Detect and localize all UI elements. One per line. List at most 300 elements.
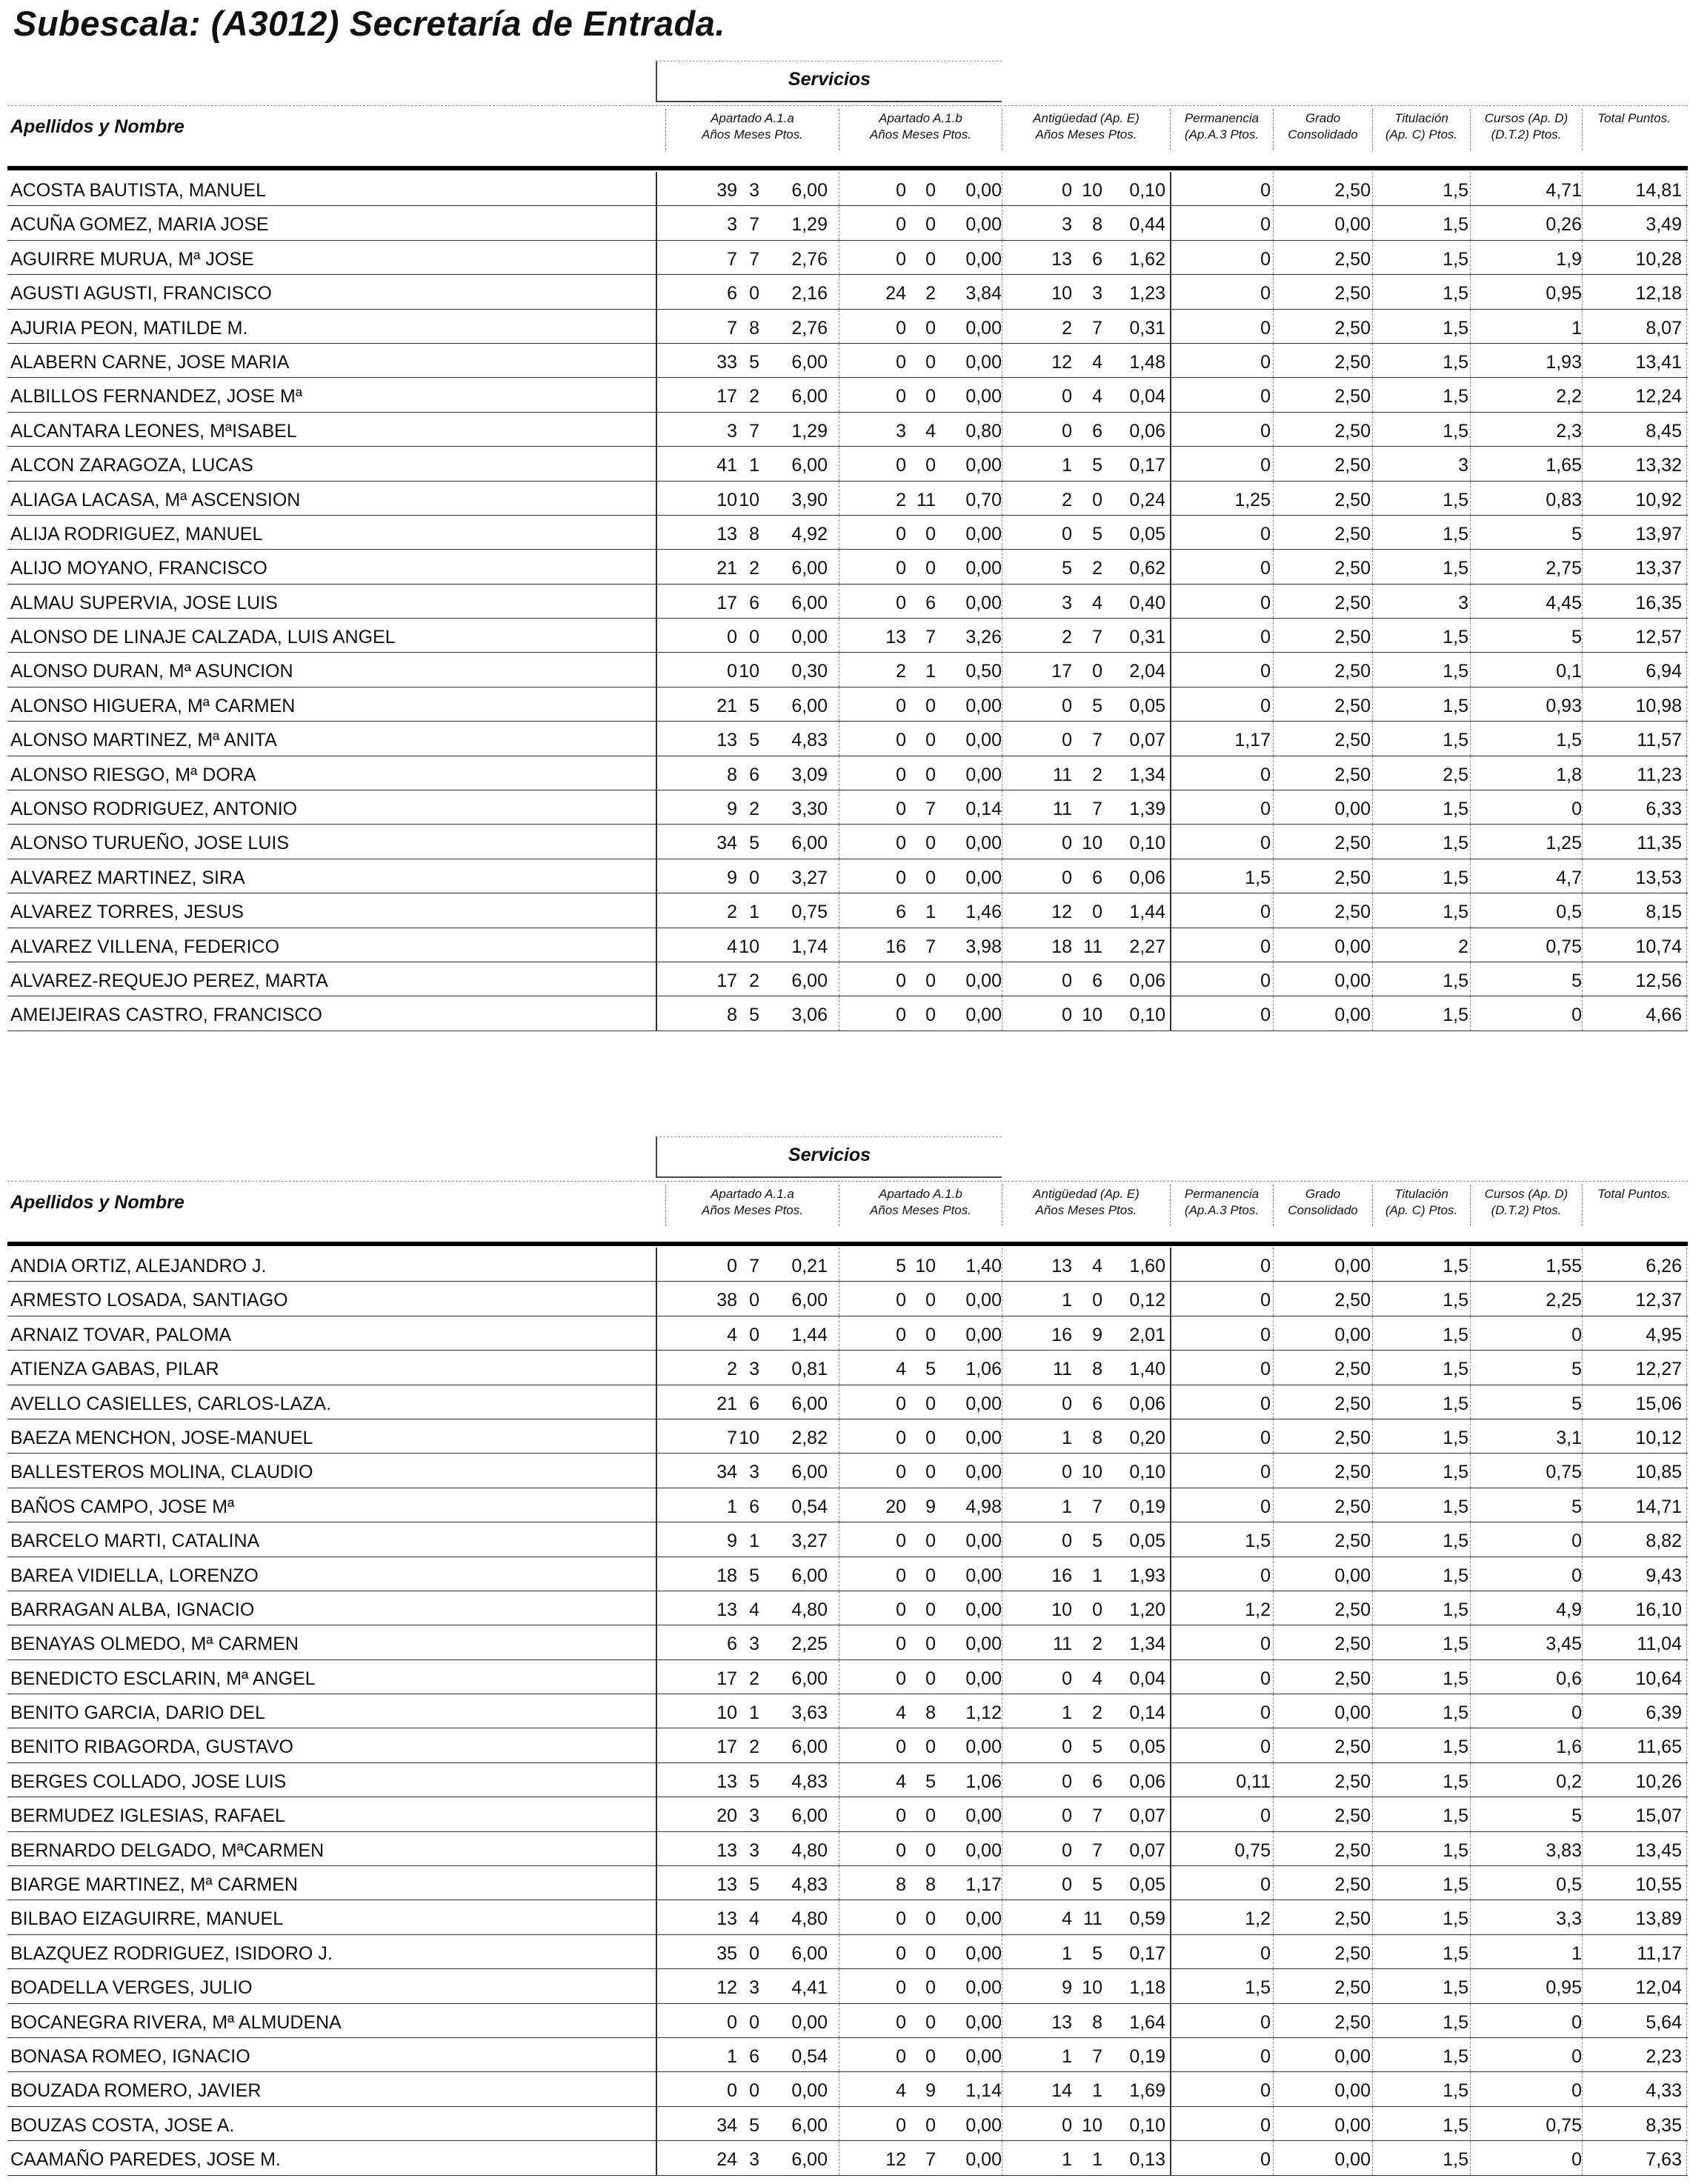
column-divider bbox=[656, 893, 657, 927]
cell-value: 9 bbox=[1062, 1977, 1072, 1999]
cell-value: 6 bbox=[727, 283, 737, 304]
column-divider bbox=[1170, 172, 1171, 205]
cell-value: 0,95 bbox=[1546, 283, 1582, 304]
cell-value: 0,06 bbox=[1129, 420, 1165, 442]
cell-value: 1,5 bbox=[1443, 489, 1468, 510]
cell-value: 4 bbox=[1092, 386, 1102, 407]
column-divider bbox=[1582, 1316, 1583, 1350]
cell-value: 0,31 bbox=[1129, 317, 1165, 339]
cell-value: 0,24 bbox=[1129, 489, 1165, 510]
column-divider bbox=[1273, 1591, 1274, 1625]
cell-value: 0 bbox=[925, 867, 936, 888]
cell-value: 10 bbox=[1082, 2114, 1102, 2136]
cell-value: 5 bbox=[749, 1565, 759, 1586]
cell-value: 1,5 bbox=[1443, 2011, 1468, 2033]
column-divider bbox=[1372, 1316, 1373, 1350]
cell-value: 2,50 bbox=[1334, 1668, 1371, 1689]
cell-value: 4,95 bbox=[1646, 1324, 1682, 1345]
cell-value: 5 bbox=[1092, 695, 1102, 716]
cell-value: 0 bbox=[896, 523, 906, 545]
column-divider bbox=[1686, 1728, 1687, 1762]
cell-value: 7 bbox=[1092, 627, 1102, 648]
column-header-line1: Apartado A.1.b bbox=[879, 111, 962, 125]
cell-value: 2,50 bbox=[1334, 592, 1371, 613]
person-name: AJURIA PEON, MATILDE M. bbox=[10, 317, 248, 339]
cell-value: 3 bbox=[896, 420, 906, 442]
column-divider bbox=[1170, 756, 1171, 790]
column-header-line2: (Ap. C) Ptos. bbox=[1385, 127, 1458, 142]
cell-value: 2,50 bbox=[1334, 1462, 1371, 1483]
cell-value: 0 bbox=[925, 1462, 936, 1483]
cell-value: 11,35 bbox=[1637, 833, 1682, 854]
cell-value: 1,25 bbox=[1546, 833, 1582, 854]
cell-value: 1,5 bbox=[1443, 283, 1468, 304]
column-divider bbox=[1686, 619, 1687, 652]
column-divider bbox=[1686, 1763, 1687, 1797]
column-divider bbox=[656, 928, 657, 962]
person-name: BENAYAS OLMEDO, Mª CARMEN bbox=[10, 1634, 299, 1655]
cell-value: 2 bbox=[749, 386, 759, 407]
column-divider bbox=[1582, 1557, 1583, 1591]
column-divider bbox=[1273, 2072, 1274, 2105]
column-divider bbox=[1686, 893, 1687, 927]
column-header-line2: Consolidado bbox=[1288, 1203, 1358, 1217]
cell-value: 0,00 bbox=[965, 2045, 1002, 2067]
cell-value: 1 bbox=[749, 902, 759, 923]
cell-value: 13,45 bbox=[1635, 1840, 1682, 1861]
column-divider bbox=[1470, 2141, 1471, 2174]
cell-value: 7 bbox=[727, 248, 737, 270]
cell-value: 10 bbox=[716, 489, 737, 510]
table-row bbox=[7, 688, 1688, 722]
person-name: CAAMAÑO PAREDES, JOSE M. bbox=[10, 2149, 281, 2171]
cell-value: 4,83 bbox=[791, 1771, 828, 1792]
cell-value: 4 bbox=[925, 420, 936, 442]
cell-value: 4,80 bbox=[791, 1908, 828, 1930]
cell-value: 0 bbox=[727, 661, 737, 682]
cell-value: 0 bbox=[925, 1005, 936, 1026]
cell-value: 13 bbox=[716, 523, 737, 545]
cell-value: 0,00 bbox=[965, 214, 1002, 236]
cell-value: 0 bbox=[896, 1805, 906, 1827]
column-divider bbox=[1273, 688, 1274, 721]
cell-value: 5 bbox=[1092, 523, 1102, 545]
cell-value: 5 bbox=[1092, 455, 1102, 476]
cell-value: 0 bbox=[896, 1005, 906, 1026]
column-divider bbox=[1686, 2038, 1687, 2071]
cell-value: 0,00 bbox=[1334, 2080, 1371, 2102]
cell-value: 10,26 bbox=[1635, 1771, 1682, 1792]
person-name: BERGES COLLADO, JOSE LUIS bbox=[10, 1771, 287, 1792]
cell-value: 0 bbox=[925, 1840, 936, 1861]
column-divider bbox=[1470, 2004, 1471, 2037]
column-divider bbox=[1372, 1660, 1373, 1694]
column-divider bbox=[1170, 1522, 1171, 1556]
column-divider bbox=[1273, 1385, 1274, 1419]
column-divider bbox=[656, 1316, 657, 1350]
column-divider bbox=[1582, 653, 1583, 686]
cell-value: 1,17 bbox=[1234, 730, 1271, 751]
column-divider bbox=[1470, 2038, 1471, 2071]
column-divider bbox=[656, 790, 657, 824]
cell-value: 0 bbox=[727, 1256, 737, 1276]
cell-value: 0 bbox=[1571, 2011, 1582, 2033]
column-divider bbox=[1170, 413, 1171, 446]
cell-value: 0 bbox=[925, 1599, 936, 1620]
cell-value: 5 bbox=[1571, 627, 1582, 648]
cell-value: 7 bbox=[925, 2149, 936, 2171]
cell-value: 20 bbox=[885, 1496, 906, 1517]
cell-value: 3,90 bbox=[791, 489, 828, 510]
column-divider bbox=[1582, 482, 1583, 515]
column-divider bbox=[1273, 378, 1274, 411]
cell-value: 9 bbox=[727, 1531, 737, 1552]
cell-value: 1,5 bbox=[1443, 1977, 1468, 1999]
cell-value: 2 bbox=[727, 902, 737, 923]
cell-value: 2,50 bbox=[1334, 1496, 1371, 1517]
column-divider bbox=[1170, 378, 1171, 411]
cell-value: 2 bbox=[1092, 1702, 1102, 1724]
cell-value: 0,07 bbox=[1129, 1840, 1165, 1861]
cell-value: 2 bbox=[1092, 558, 1102, 579]
column-header-line2: (Ap.A.3 Ptos. bbox=[1184, 127, 1260, 142]
table-row bbox=[7, 1591, 1688, 1625]
column-divider bbox=[656, 1385, 657, 1419]
cell-value: 8,82 bbox=[1646, 1531, 1682, 1552]
cell-value: 0,00 bbox=[965, 386, 1002, 407]
cell-value: 2 bbox=[749, 1737, 759, 1758]
cell-value: 6,00 bbox=[791, 1805, 828, 1827]
column-divider bbox=[1686, 722, 1687, 755]
column-divider bbox=[656, 1900, 657, 1934]
cell-value: 0,00 bbox=[965, 764, 1002, 785]
cell-value: 0,75 bbox=[1234, 1840, 1271, 1861]
column-divider bbox=[1372, 722, 1373, 755]
cell-value: 2,50 bbox=[1334, 1874, 1371, 1896]
cell-value: 0 bbox=[1260, 1496, 1271, 1517]
cell-value: 15,07 bbox=[1635, 1805, 1682, 1827]
cell-value: 0 bbox=[1260, 2045, 1271, 2067]
cell-value: 1 bbox=[749, 1702, 759, 1724]
cell-value: 5 bbox=[749, 2114, 759, 2136]
cell-value: 5 bbox=[749, 1005, 759, 1026]
person-name: AVELLO CASIELLES, CARLOS-LAZA. bbox=[10, 1393, 332, 1414]
cell-value: 3 bbox=[749, 2149, 759, 2171]
table-row bbox=[7, 790, 1688, 825]
cell-value: 0 bbox=[896, 867, 906, 888]
cell-value: 2,50 bbox=[1334, 1531, 1371, 1552]
cell-value: 1,5 bbox=[1443, 1290, 1468, 1311]
cell-value: 0 bbox=[1260, 386, 1271, 407]
cell-value: 2,50 bbox=[1334, 1290, 1371, 1311]
cell-value: 7 bbox=[749, 420, 759, 442]
cell-value: 1 bbox=[925, 661, 936, 682]
cell-value: 0,00 bbox=[965, 1531, 1002, 1552]
cell-value: 6 bbox=[749, 592, 759, 613]
cell-value: 2,50 bbox=[1334, 1599, 1371, 1620]
cell-value: 6,00 bbox=[791, 592, 828, 613]
cell-value: 0,26 bbox=[1546, 214, 1582, 236]
table-row bbox=[7, 1935, 1688, 1969]
cell-value: 0,00 bbox=[1334, 1324, 1371, 1345]
column-divider bbox=[1273, 2107, 1274, 2140]
column-divider bbox=[1170, 1832, 1171, 1865]
cell-value: 0 bbox=[1260, 661, 1271, 682]
cell-value: 0,00 bbox=[1334, 2114, 1371, 2136]
cell-value: 0,04 bbox=[1129, 1668, 1165, 1689]
column-divider bbox=[1582, 1385, 1583, 1419]
person-name: AGUSTI AGUSTI, FRANCISCO bbox=[10, 283, 272, 304]
cell-value: 2,50 bbox=[1334, 695, 1371, 716]
column-divider bbox=[1170, 996, 1171, 1030]
cell-value: 1,5 bbox=[1245, 1977, 1271, 1999]
cell-value: 14,71 bbox=[1635, 1496, 1682, 1517]
person-name: ALVAREZ MARTINEZ, SIRA bbox=[10, 867, 245, 888]
cell-value: 0 bbox=[925, 317, 936, 339]
cell-value: 0,44 bbox=[1129, 214, 1165, 236]
cell-value: 5 bbox=[749, 1771, 759, 1792]
cell-value: 17 bbox=[716, 970, 737, 991]
column-divider bbox=[1273, 275, 1274, 308]
column-divider bbox=[1582, 1454, 1583, 1487]
cell-value: 38 bbox=[716, 1290, 737, 1311]
cell-value: 0 bbox=[925, 1427, 936, 1448]
column-divider bbox=[1273, 1351, 1274, 1384]
cell-value: 6,00 bbox=[791, 695, 828, 716]
column-divider bbox=[1470, 1935, 1471, 1968]
column-divider bbox=[656, 1454, 657, 1487]
cell-value: 4 bbox=[1092, 351, 1102, 373]
cell-value: 1,5 bbox=[1245, 1531, 1271, 1552]
column-header bbox=[1470, 1185, 1582, 1226]
cell-value: 0 bbox=[925, 1290, 936, 1311]
cell-value: 0 bbox=[896, 214, 906, 236]
cell-value: 1,40 bbox=[965, 1256, 1002, 1276]
cell-value: 0,00 bbox=[965, 1840, 1002, 1861]
cell-value: 1,5 bbox=[1443, 661, 1468, 682]
cell-value: 1 bbox=[1092, 2080, 1102, 2102]
column-divider bbox=[1273, 1797, 1274, 1831]
cell-value: 18 bbox=[1051, 936, 1072, 957]
cell-value: 3 bbox=[749, 1634, 759, 1655]
cell-value: 1,60 bbox=[1129, 1256, 1165, 1276]
column-divider bbox=[1170, 275, 1171, 308]
column-divider bbox=[1686, 447, 1687, 480]
cell-value: 2 bbox=[896, 489, 906, 510]
cell-value: 13 bbox=[716, 1908, 737, 1930]
cell-value: 0 bbox=[925, 351, 936, 373]
column-divider bbox=[1170, 1728, 1171, 1762]
column-divider bbox=[1470, 1625, 1471, 1659]
column-divider bbox=[1372, 1832, 1373, 1865]
cell-value: 0,54 bbox=[791, 1496, 828, 1517]
cell-value: 13 bbox=[716, 1599, 737, 1620]
column-divider bbox=[656, 344, 657, 377]
cell-value: 1 bbox=[1062, 1702, 1072, 1724]
column-divider bbox=[1582, 585, 1583, 618]
column-divider bbox=[656, 825, 657, 858]
table-row bbox=[7, 1488, 1688, 1522]
column-divider bbox=[656, 413, 657, 446]
cell-value: 11 bbox=[1053, 1634, 1072, 1655]
cell-value: 0 bbox=[925, 214, 936, 236]
column-divider bbox=[1470, 1763, 1471, 1797]
cell-value: 8 bbox=[727, 764, 737, 785]
cell-value: 1,5 bbox=[1443, 1840, 1468, 1861]
cell-value: 0 bbox=[749, 2011, 759, 2033]
cell-value: 17 bbox=[1051, 661, 1072, 682]
cell-value: 0,00 bbox=[965, 455, 1002, 476]
cell-value: 0 bbox=[1260, 558, 1271, 579]
table-row bbox=[7, 172, 1688, 206]
cell-value: 1,06 bbox=[965, 1359, 1002, 1380]
cell-value: 0 bbox=[1260, 283, 1271, 304]
column-divider bbox=[1170, 447, 1171, 480]
cell-value: 2,23 bbox=[1646, 2045, 1682, 2067]
column-divider bbox=[1582, 2072, 1583, 2105]
cell-value: 1,5 bbox=[1443, 248, 1468, 270]
column-divider bbox=[1273, 1728, 1274, 1762]
cell-value: 3 bbox=[1062, 214, 1072, 236]
column-divider bbox=[1170, 344, 1171, 377]
column-divider bbox=[1170, 1660, 1171, 1694]
column-divider bbox=[1170, 893, 1171, 927]
column-divider bbox=[1273, 550, 1274, 583]
column-divider bbox=[1372, 275, 1373, 308]
column-divider bbox=[1372, 1351, 1373, 1384]
column-divider bbox=[1582, 1797, 1583, 1831]
cell-value: 2,25 bbox=[791, 1634, 828, 1655]
person-name: BERMUDEZ IGLESIAS, RAFAEL bbox=[10, 1805, 285, 1827]
cell-value: 16,35 bbox=[1635, 592, 1682, 613]
cell-value: 1,14 bbox=[965, 2080, 1002, 2102]
cell-value: 2,50 bbox=[1334, 1977, 1371, 1999]
column-divider bbox=[1372, 859, 1373, 893]
cell-value: 2 bbox=[1062, 627, 1072, 648]
column-divider bbox=[1470, 1419, 1471, 1453]
table-row bbox=[7, 206, 1688, 240]
cell-value: 3,3 bbox=[1556, 1908, 1582, 1930]
cell-value: 0 bbox=[1571, 2080, 1582, 2102]
column-divider bbox=[1470, 172, 1471, 205]
cell-value: 0 bbox=[1062, 180, 1072, 201]
column-divider bbox=[1582, 859, 1583, 893]
cell-value: 0 bbox=[749, 1942, 759, 1964]
cell-value: 9 bbox=[925, 1496, 936, 1517]
cell-value: 0 bbox=[925, 833, 936, 854]
cell-value: 0,17 bbox=[1129, 455, 1165, 476]
column-divider bbox=[1582, 1282, 1583, 1315]
column-header bbox=[839, 109, 1002, 150]
cell-value: 0,00 bbox=[965, 833, 1002, 854]
cell-value: 1,5 bbox=[1443, 1634, 1468, 1655]
column-header-line2: (D.T.2) Ptos. bbox=[1491, 127, 1562, 142]
column-divider bbox=[656, 172, 657, 205]
column-divider bbox=[1470, 962, 1471, 996]
column-divider bbox=[1273, 996, 1274, 1030]
header-rule bbox=[7, 1242, 1688, 1246]
cell-value: 1,39 bbox=[1129, 799, 1165, 820]
cell-value: 3 bbox=[749, 1805, 759, 1827]
person-name: ALONSO HIGUERA, Mª CARMEN bbox=[10, 695, 296, 716]
cell-value: 1 bbox=[1062, 1942, 1072, 1964]
column-divider bbox=[1273, 1419, 1274, 1453]
cell-value: 0 bbox=[1260, 1668, 1271, 1689]
cell-value: 1,5 bbox=[1443, 386, 1468, 407]
column-divider bbox=[1372, 1282, 1373, 1315]
column-divider bbox=[656, 1282, 657, 1315]
cell-value: 10 bbox=[716, 1702, 737, 1724]
cell-value: 4,83 bbox=[791, 1874, 828, 1896]
cell-value: 0 bbox=[1260, 1324, 1271, 1345]
person-name: ALABERN CARNE, JOSE MARIA bbox=[10, 351, 290, 373]
column-divider bbox=[1372, 1419, 1373, 1453]
cell-value: 0 bbox=[749, 627, 759, 648]
cell-value: 6,00 bbox=[791, 180, 828, 201]
cell-value: 4,9 bbox=[1556, 1599, 1582, 1620]
cell-value: 0 bbox=[1260, 1393, 1271, 1414]
name-column-header: Apellidos y Nombre bbox=[10, 116, 184, 137]
cell-value: 0 bbox=[1260, 351, 1271, 373]
cell-value: 0 bbox=[925, 1668, 936, 1689]
cell-value: 1,55 bbox=[1546, 1256, 1582, 1276]
column-divider bbox=[1686, 1625, 1687, 1659]
cell-value: 2,50 bbox=[1334, 317, 1371, 339]
cell-value: 0,00 bbox=[791, 2011, 828, 2033]
cell-value: 0 bbox=[1260, 1005, 1271, 1026]
column-divider bbox=[1470, 482, 1471, 515]
column-divider bbox=[1372, 550, 1373, 583]
column-divider bbox=[1582, 1694, 1583, 1728]
cell-value: 2,50 bbox=[1334, 420, 1371, 442]
person-name: AGUIRRE MURUA, Mª JOSE bbox=[10, 248, 254, 270]
column-divider bbox=[1273, 1625, 1274, 1659]
cell-value: 0 bbox=[1260, 1737, 1271, 1758]
cell-value: 1 bbox=[1062, 1290, 1072, 1311]
cell-value: 1,5 bbox=[1443, 1005, 1468, 1026]
cell-value: 0 bbox=[925, 386, 936, 407]
column-divider bbox=[1170, 1625, 1171, 1659]
cell-value: 0,00 bbox=[1334, 970, 1371, 991]
cell-value: 0 bbox=[896, 764, 906, 785]
column-divider bbox=[1582, 2107, 1583, 2140]
table-row bbox=[7, 756, 1688, 790]
column-divider bbox=[1686, 1935, 1687, 1968]
cell-value: 0,00 bbox=[965, 970, 1002, 991]
column-divider bbox=[1170, 859, 1171, 893]
cell-value: 0,21 bbox=[791, 1256, 828, 1276]
person-name: BILBAO EIZAGUIRRE, MANUEL bbox=[10, 1908, 284, 1930]
page-title: Subescala: (A3012) Secretaría de Entrada. bbox=[13, 4, 725, 43]
cell-value: 24 bbox=[716, 2149, 737, 2171]
cell-value: 1,44 bbox=[1129, 902, 1165, 923]
column-divider bbox=[1582, 1728, 1583, 1762]
column-divider bbox=[1273, 1694, 1274, 1728]
cell-value: 13 bbox=[716, 730, 737, 751]
column-divider bbox=[1582, 550, 1583, 583]
person-name: ALBILLOS FERNANDEZ, JOSE Mª bbox=[10, 386, 303, 407]
cell-value: 13,32 bbox=[1635, 455, 1682, 476]
column-divider bbox=[1582, 1625, 1583, 1659]
cell-value: 0,00 bbox=[965, 1668, 1002, 1689]
column-header bbox=[1582, 109, 1686, 150]
cell-value: 2,50 bbox=[1334, 627, 1371, 648]
table-row bbox=[7, 962, 1688, 996]
column-divider bbox=[1470, 859, 1471, 893]
column-divider bbox=[1470, 1660, 1471, 1694]
cell-value: 12 bbox=[1051, 902, 1072, 923]
column-divider bbox=[1372, 172, 1373, 205]
